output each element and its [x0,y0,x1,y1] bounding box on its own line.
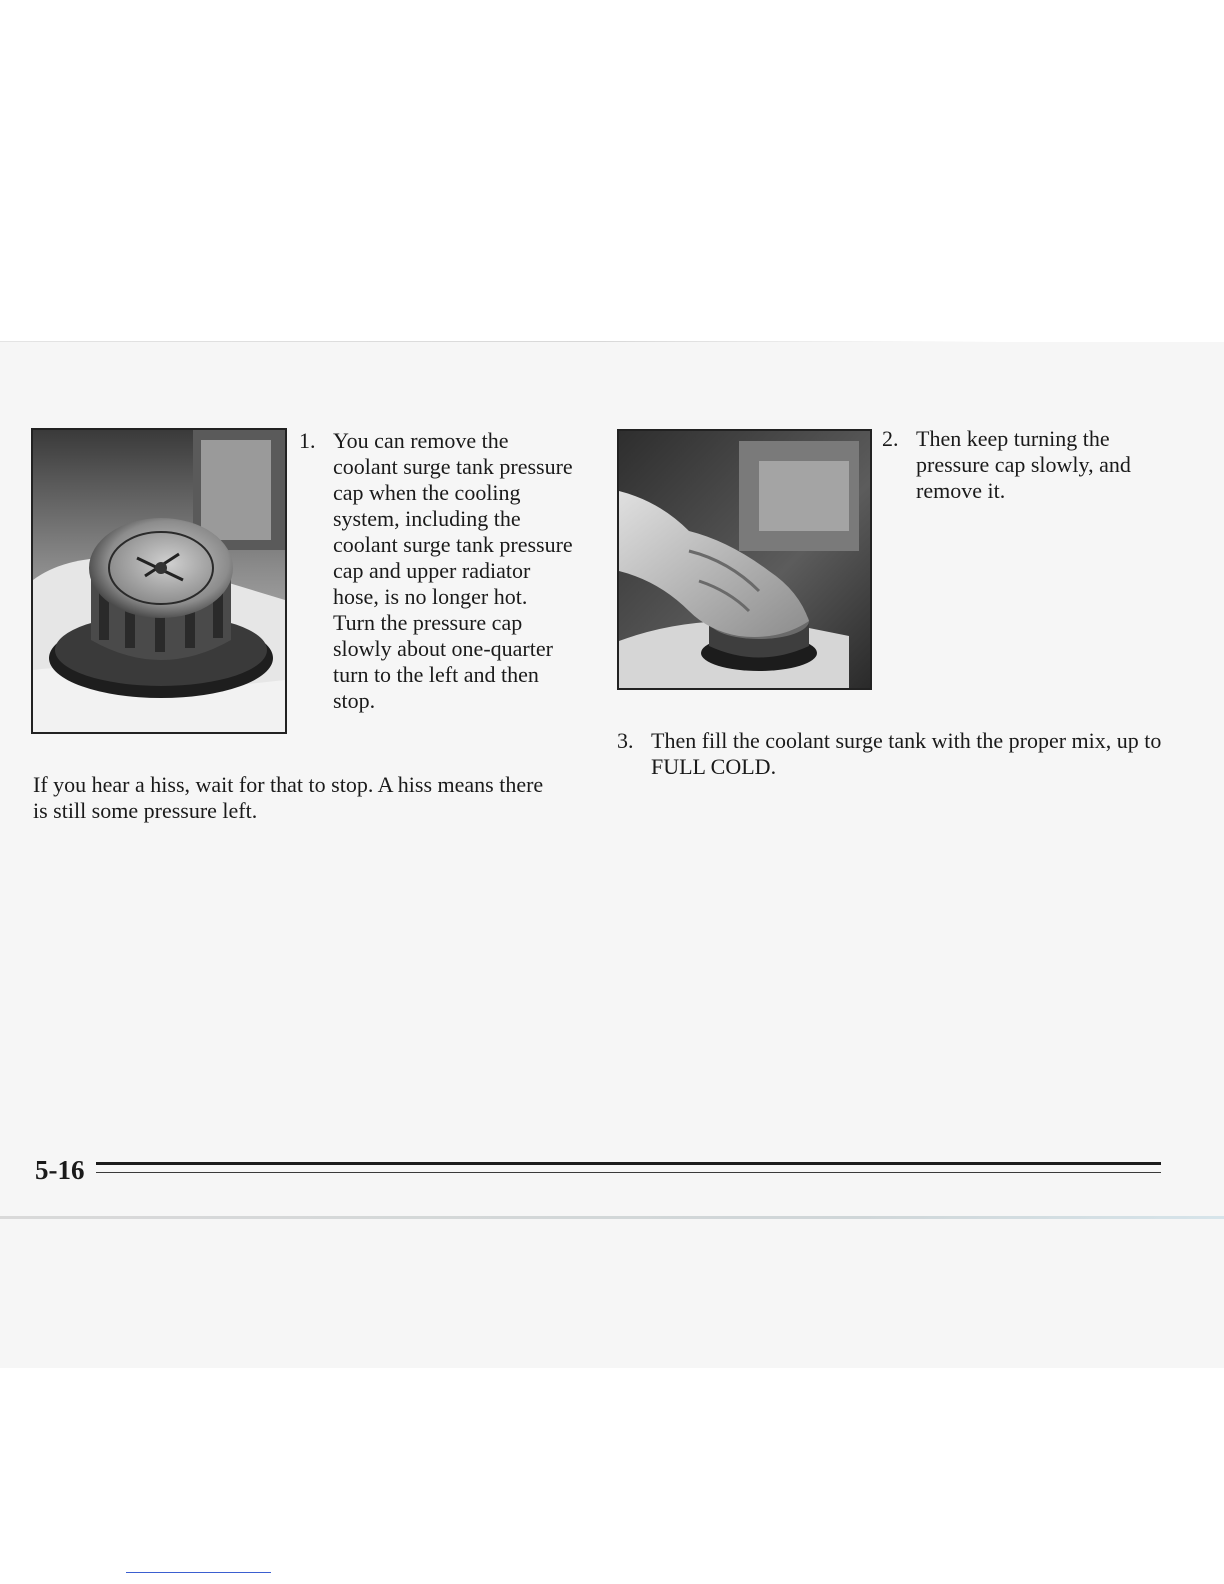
step-1 [299,428,573,714]
page-number: 5-16 [35,1155,85,1185]
step-2-text: Then keep turning the pressure cap slowly, and remove it. [916,426,1131,503]
footer-rule-thick [96,1162,1161,1165]
step-3-number: 3. [617,728,634,753]
step-3 [617,728,1162,780]
step-2-number: 2. [882,426,899,451]
footer-rule-thin [96,1172,1161,1173]
scan-top-edge [0,341,1000,342]
coolant-cap-icon [33,430,285,732]
hand-turning-cap-photo [617,429,872,690]
scan-bottom-edge [0,1216,1224,1219]
step-3-text: Then fill the coolant surge tank with the proper mix, up to FULL COLD. [651,728,1162,779]
footer-link-underline [126,1572,271,1573]
hand-turning-cap-icon [619,431,870,688]
hiss-note: If you hear a hiss, wait for that to stop. A hiss means there is still some pressure left. [33,772,544,823]
step-1-text: You can remove the coolant surge tank pressure cap when the cooling system, including the coolant surge tank pressure cap and upper radiator hose, is no longer hot. Turn the pressure cap slowly about one-quarter turn to the left and then stop. [333,428,573,713]
step-1-number: 1. [299,428,316,453]
step-2 [882,426,1172,504]
coolant-cap-photo [31,428,287,734]
